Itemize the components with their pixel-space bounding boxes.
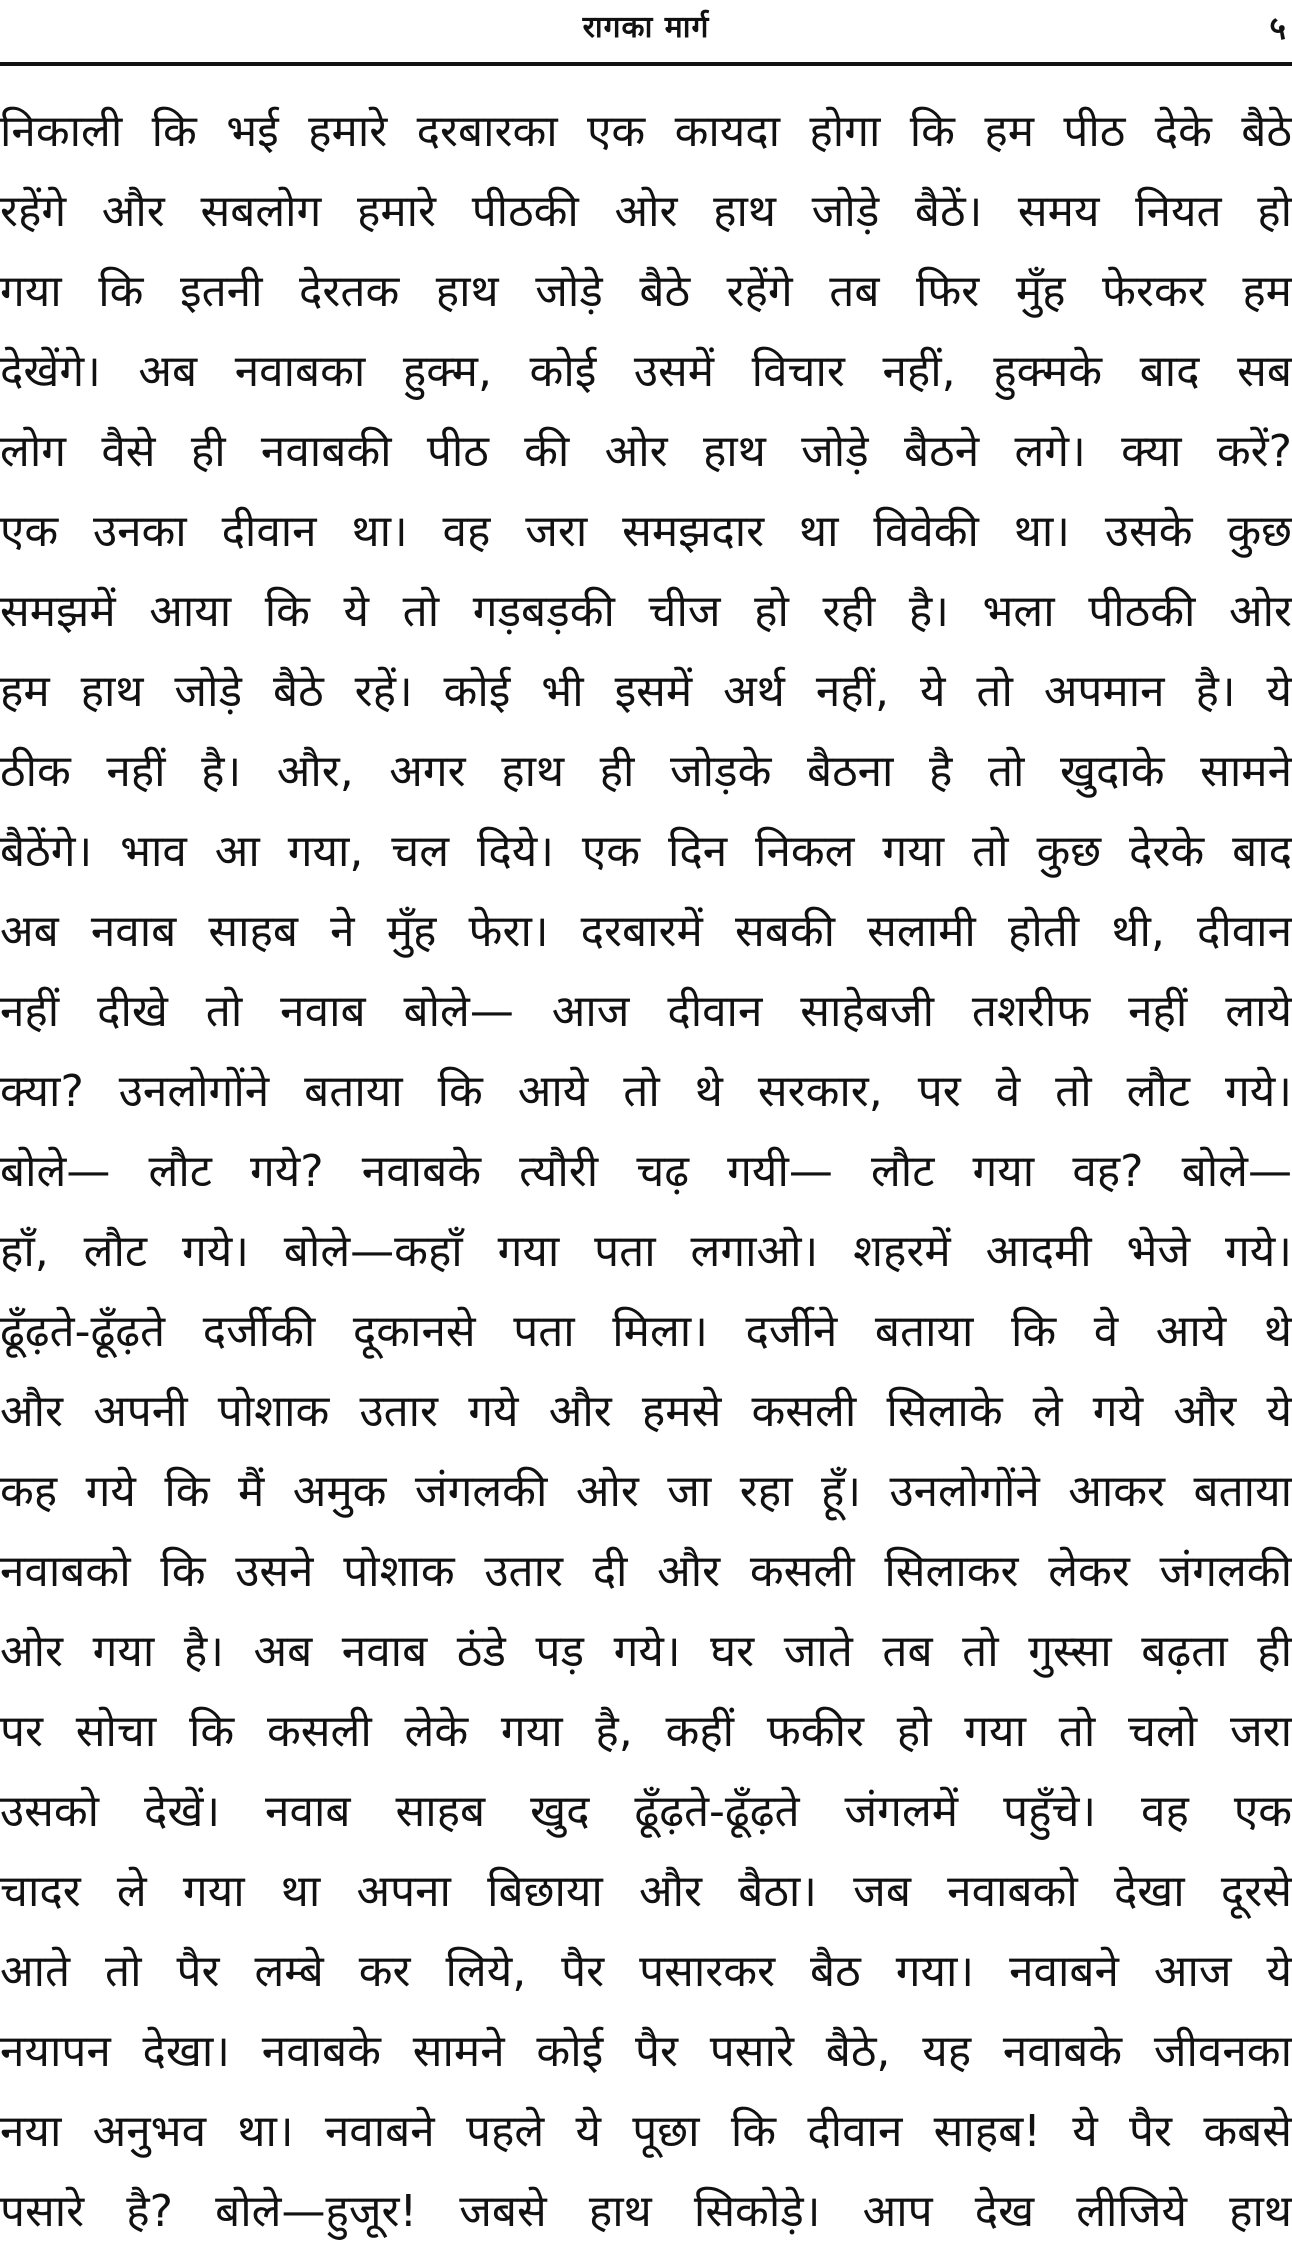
text-line: चादर ले गया था अपना बिछाया और बैठा। जब नवाबको देखा दूरसे xyxy=(0,1866,1292,1917)
page-number: ५ xyxy=(1269,9,1286,47)
running-header xyxy=(0,0,1292,66)
text-line: बैठेंगे। भाव आ गया, चल दिये। एक दिन निकल गया तो कुछ देरके बाद xyxy=(0,826,1292,877)
text-line: ठीक नहीं है। और, अगर हाथ ही जोड़के बैठना है तो खुदाके सामने xyxy=(0,746,1292,797)
text-line: और अपनी पोशाक उतार गये और हमसे कसली सिलाके ले गये और ये xyxy=(0,1386,1292,1437)
text-line: नयापन देखा। नवाबके सामने कोई पैर पसारे बैठे, यह नवाबके जीवनका xyxy=(0,2026,1292,2077)
text-line: गया कि इतनी देरतक हाथ जोड़े बैठे रहेंगे तब फिर मुँह फेरकर हम xyxy=(0,266,1292,317)
text-line: कह गये कि मैं अमुक जंगलकी ओर जा रहा हूँ। उनलोगोंने आकर बताया xyxy=(0,1466,1292,1517)
text-line: बोले— लौट गये? नवाबके त्यौरी चढ़ गयी— लौट गया वह? बोले— xyxy=(0,1146,1292,1197)
text-line: ढूँढ़ते-ढूँढ़ते दर्जीकी दूकानसे पता मिला। दर्जीने बताया कि वे आये थे xyxy=(0,1306,1292,1357)
text-line: एक उनका दीवान था। वह जरा समझदार था विवेकी था। उसके कुछ xyxy=(0,506,1292,557)
text-line: नवाबको कि उसने पोशाक उतार दी और कसली सिलाकर लेकर जंगलकी xyxy=(0,1546,1292,1597)
text-line: देखेंगे। अब नवाबका हुक्म, कोई उसमें विचार नहीं, हुक्मके बाद सब xyxy=(0,346,1292,397)
text-line: नया अनुभव था। नवाबने पहले ये पूछा कि दीवान साहब! ये पैर कबसे xyxy=(0,2106,1292,2157)
text-line: अब नवाब साहब ने मुँह फेरा। दरबारमें सबकी सलामी होती थी, दीवान xyxy=(0,906,1292,957)
text-line: लोग वैसे ही नवाबकी पीठ की ओर हाथ जोड़े बैठने लगे। क्या करें? xyxy=(0,426,1292,477)
text-line: ओर गया है। अब नवाब ठंडे पड़ गये। घर जाते तब तो गुस्सा बढ़ता ही xyxy=(0,1626,1292,1677)
body-text xyxy=(0,92,1292,2252)
text-line: हम हाथ जोड़े बैठे रहें। कोई भी इसमें अर्थ नहीं, ये तो अपमान है। ये xyxy=(0,666,1292,717)
text-line: समझमें आया कि ये तो गड़बड़की चीज हो रही है। भला पीठकी ओर xyxy=(0,586,1292,637)
text-line: आते तो पैर लम्बे कर लिये, पैर पसारकर बैठ गया। नवाबने आज ये xyxy=(0,1946,1292,1997)
text-line: उसको देखें। नवाब साहब खुद ढूँढ़ते-ढूँढ़ते जंगलमें पहुँचे। वह एक xyxy=(0,1786,1292,1837)
text-line: नहीं दीखे तो नवाब बोले— आज दीवान साहेबजी तशरीफ नहीं लाये xyxy=(0,986,1292,1037)
text-line: निकाली कि भई हमारे दरबारका एक कायदा होगा कि हम पीठ देके बैठे xyxy=(0,106,1292,157)
text-line: हाँ, लौट गये। बोले—कहाँ गया पता लगाओ। शहरमें आदमी भेजे गये। xyxy=(0,1226,1292,1277)
chapter-title: रागका मार्ग xyxy=(582,10,710,45)
text-line: रहेंगे और सबलोग हमारे पीठकी ओर हाथ जोड़े बैठें। समय नियत हो xyxy=(0,186,1292,237)
header-rule xyxy=(0,62,1292,66)
text-line: पर सोचा कि कसली लेके गया है, कहीं फकीर हो गया तो चलो जरा xyxy=(0,1706,1292,1757)
text-line: पसारे है? बोले—हुजूर! जबसे हाथ सिकोड़े। आप देख लीजिये हाथ xyxy=(0,2186,1292,2237)
text-line: क्या? उनलोगोंने बताया कि आये तो थे सरकार, पर वे तो लौट गये। xyxy=(0,1066,1292,1117)
